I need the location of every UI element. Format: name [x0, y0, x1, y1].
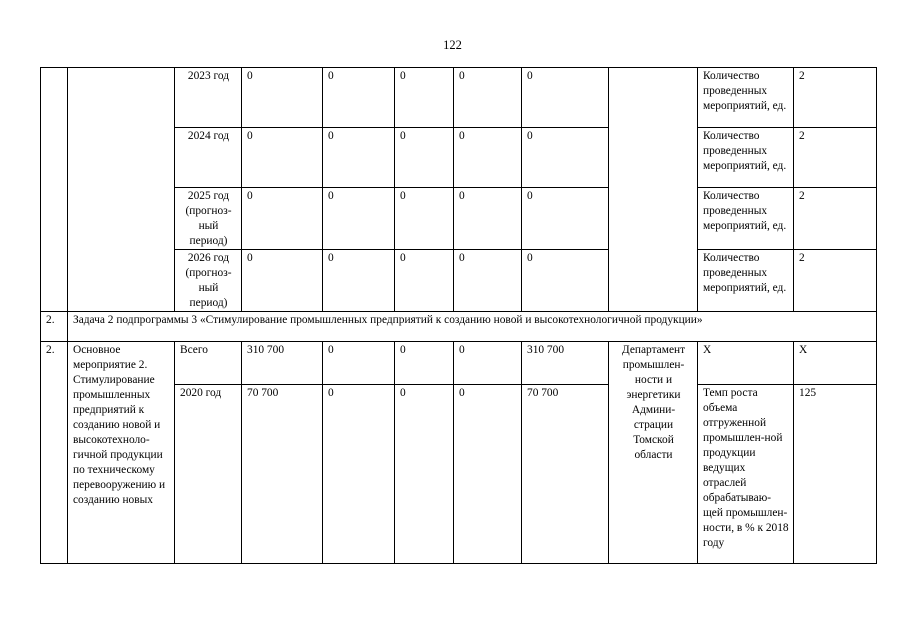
- cell-year: 2025 год (прогноз-ный период): [175, 188, 242, 250]
- cell-value: 0: [242, 68, 323, 128]
- cell-value: 0: [323, 385, 395, 564]
- cell-year: 2023 год: [175, 68, 242, 128]
- task-number: 2.: [41, 312, 68, 342]
- cell-value: 0: [454, 188, 522, 250]
- cell-value: 0: [395, 250, 454, 312]
- program-table: [40, 67, 877, 564]
- cell-value: 0: [323, 68, 395, 128]
- cell-year: 2026 год (прогноз-ный период): [175, 250, 242, 312]
- cell-indicator: Темп роста объема отгруженной промышлен-ной продукции ведущих отраслей обрабатываю-щей промышлен-ности, в % к 2018 году: [698, 385, 794, 564]
- table-row: [41, 342, 877, 385]
- task-row: [41, 312, 877, 342]
- cell-value: 0: [454, 128, 522, 188]
- cell-value: 0: [522, 250, 609, 312]
- cell-value: 0: [395, 385, 454, 564]
- cell-value: 0: [323, 188, 395, 250]
- cell-value: 0: [395, 68, 454, 128]
- cell-target: 125: [794, 385, 877, 564]
- cell-value: 0: [454, 385, 522, 564]
- cell-value: 0: [242, 250, 323, 312]
- cell-target: Х: [794, 342, 877, 385]
- cell-indicator: Количество проведенных мероприятий, ед.: [698, 188, 794, 250]
- cell-value: 0: [323, 342, 395, 385]
- cell-value: 0: [395, 188, 454, 250]
- cell-target: 2: [794, 68, 877, 128]
- cell-value: 0: [522, 68, 609, 128]
- table-row: [41, 68, 877, 128]
- cell-year: 2020 год: [175, 385, 242, 564]
- cell-target: 2: [794, 188, 877, 250]
- cell-value: 310 700: [522, 342, 609, 385]
- cell-value: 0: [454, 342, 522, 385]
- cell-value: 70 700: [522, 385, 609, 564]
- cell-value: 0: [323, 128, 395, 188]
- cell-value: 0: [395, 342, 454, 385]
- cell-executor: [609, 68, 698, 312]
- cell-indicator: Количество проведенных мероприятий, ед.: [698, 128, 794, 188]
- cell-year: Всего: [175, 342, 242, 385]
- page-number: 122: [443, 38, 462, 52]
- cell-target: 2: [794, 250, 877, 312]
- cell-value: 0: [323, 250, 395, 312]
- cell-value: 0: [522, 128, 609, 188]
- cell-value: 0: [454, 250, 522, 312]
- cell-indicator: Х: [698, 342, 794, 385]
- cell-value: 0: [395, 128, 454, 188]
- cell-indicator: Количество проведенных мероприятий, ед.: [698, 68, 794, 128]
- cell-value: 70 700: [242, 385, 323, 564]
- cell-value: 0: [242, 128, 323, 188]
- cell-year: 2024 год: [175, 128, 242, 188]
- cell-value: 0: [242, 188, 323, 250]
- measure-executor: Департамент промышлен-ности и энергетики Админи-страции Томской области: [609, 342, 698, 564]
- measure-name: Основное мероприятие 2. Стимулирование промышленных предприятий к созданию новой и высокотехноло-гичной продукции по техническому перевооружению и созданию новых: [68, 342, 175, 564]
- cell-target: 2: [794, 128, 877, 188]
- cell-value: 0: [454, 68, 522, 128]
- cell-measure-name: [68, 68, 175, 312]
- cell-value: 0: [522, 188, 609, 250]
- cell-value: 310 700: [242, 342, 323, 385]
- cell-num: [41, 68, 68, 312]
- cell-indicator: Количество проведенных мероприятий, ед.: [698, 250, 794, 312]
- task-title: Задача 2 подпрограммы 3 «Стимулирование промышленных предприятий к созданию новой и высокотехнологичной продукции»: [68, 312, 877, 342]
- measure-number: 2.: [41, 342, 68, 564]
